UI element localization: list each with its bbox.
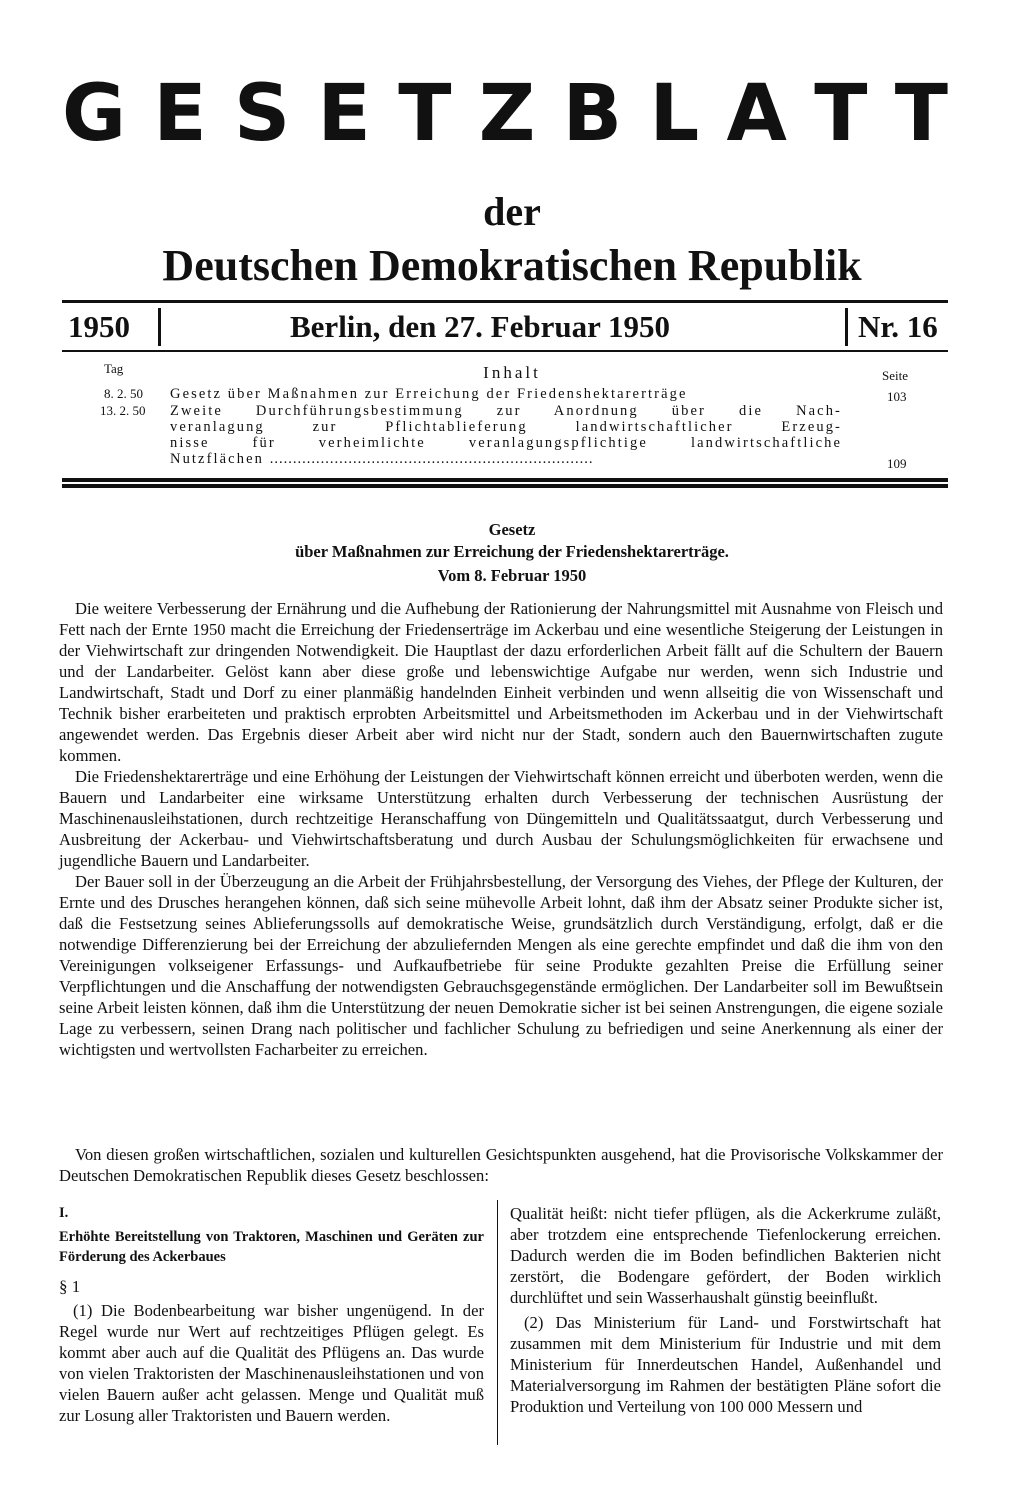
separator-rule [845, 308, 848, 346]
enactment-clause [59, 1144, 943, 1186]
separator-rule [158, 308, 161, 346]
top-rule [62, 300, 948, 303]
entry-title-line: veranlagung zur Pflichtablieferung landwirtschaftlicher Erzeug- [170, 419, 842, 435]
entry-page: 103 [887, 389, 907, 404]
issue-number: Nr. 16 [858, 309, 938, 344]
entry-date: 8. 2. 50 [104, 386, 143, 401]
entry-title-line: nisse für verheimlichte veranlagungspflichtige landwirtschaftliche [170, 435, 842, 451]
masthead-letter: T [894, 69, 948, 159]
entry-title-line: Zweite Durchführungsbestimmung zur Anordnung über die Nach- [170, 403, 842, 419]
contents-day-header: Tag [104, 361, 124, 376]
masthead-letter: A [726, 69, 787, 159]
contents-heading: Inhalt [483, 363, 541, 382]
preamble-paragraph: Die weitere Verbesserung der Ernährung und die Aufhebung der Rationierung der Nahrungsmittel mit Ausnahme von Fleisch und Fett nach der Ernte 1950 macht die Erreichung der Friedenserträge im Ackerbau und eine wesentliche Steigerung der Leistungen in der Viehwirtschaft zur dringenden Notwendigkeit. Die Hauptlast der dazu erforderlichen Arbeit fällt auf die Schultern der Bauern und der Landarbeiter. Gelöst kann aber diese große und lebenswichtige Aufgabe nur werden, wenn sich Industrie und Landwirtschaft, Stadt und Dorf zu einer planmäßig handelnden Einheit verbinden und wenn allseitig die von Wissenschaft und Technik bisher erarbeiteten und praktisch erprobten Arbeitsmittel und Arbeitsmethoden im Ackerbau und in der Viehwirtschaft angewendet werden. Das Ergebnis dieser Arbeit aber wird nicht nur der Stadt, sondern auch den Bauernwirtschaften zugute kommen. [59, 599, 943, 765]
enactment-text: Von diesen großen wirtschaftlichen, sozialen und kulturellen Gesichtspunkten ausgehend, hat die Provisorische Volkskammer der Deutschen Demokratischen Republik dieses Gesetz beschlossen: [59, 1145, 943, 1185]
law-heading: Gesetz [488, 520, 536, 539]
gazette-subtitle-der: der [483, 189, 541, 234]
column-divider [497, 1200, 498, 1445]
right-column [510, 1203, 941, 1417]
preamble-paragraph: Der Bauer soll in der Überzeugung an die Arbeit der Frühjahrsbestellung, der Versorgung des Viehes, der Pflege der Kulturen, der Ernte und des Drusches herangehen können, daß sich seine mühevolle Arbeit lohnt, daß ihm der Absatz seiner Produkte sicher ist, daß die Festsetzung seines Ablieferungssolls auf demokratische Weise, grundsätzlich durch Verständigung, erfolgt, daß er die notwendige Differenzierung bei der Erreichung der abzuliefernden Mengen als eine gerechte empfindet und daß die ihm von den Vereinigungen volkseigener Erfassungs- und Aufkaufbetriebe für seine Produkte gezahlten Preise die Erfüllung seiner Verpflichtungen und die Anschaffung der notwendigsten Gebrauchsgegenstände ermöglichen. Der Landarbeiter soll im Bewußtsein seine Arbeit leisten können, daß ihm die Unterstützung der neuen Demokratie sicher ist bei seinen Anstrengungen, die eigene soziale Lage zu verbessern, seinen Drang nach politischer und fachlicher Schulung zu befriedigen und seine Anerkennung als einer der wichtigsten und wertvollsten Facharbeiter zu erreichen. [59, 872, 943, 1059]
contents-page-header: Seite [882, 368, 908, 383]
entry-title-end: Nutzflächen [170, 451, 264, 467]
gazette-title [62, 66, 948, 162]
section-title: Erhöhte Bereitstellung von Traktoren, Maschinen und Geräten zur Förderung des Ackerbaues [59, 1229, 484, 1265]
section-number: I. [59, 1205, 69, 1221]
issue-year: 1950 [68, 309, 130, 344]
entry-title-line [170, 451, 842, 467]
masthead-letter: Z [478, 69, 536, 159]
left-column-text: (1) Die Bodenbearbeitung war bisher ungenügend. In der Regel wurde nur Wert auf rechtzeitiges Pflügen gelegt. Es kommt aber auch auf die Qualität des Pflügens an. Das wurde von vielen Traktoristen der Maschinenausleihstationen und von vielen Bauern außer acht gelassen. Menge und Qualität muß zur Losung aller Traktoristen und Bauern werden. [59, 1301, 484, 1425]
contents-bottom-rule [62, 478, 948, 482]
contents-bottom-rule [62, 484, 948, 488]
left-column [59, 1203, 484, 1426]
issue-place-date: Berlin, den 27. Februar 1950 [290, 309, 671, 344]
law-subheading: über Maßnahmen zur Erreichung der Friedenshektarerträge. [295, 542, 729, 561]
masthead-letter: T [398, 69, 452, 159]
separator-rule [62, 350, 948, 352]
law-date: Vom 8. Februar 1950 [437, 566, 587, 585]
masthead-letter: S [234, 69, 291, 159]
masthead-letter: T [814, 69, 868, 159]
masthead-letter: E [153, 69, 207, 159]
entry-title-line: Gesetz über Maßnahmen zur Erreichung der Friedenshektarerträge [170, 386, 688, 402]
masthead-letter: B [562, 69, 623, 159]
entry-page: 109 [887, 456, 907, 471]
masthead-letter: E [317, 69, 371, 159]
entry-date: 13. 2. 50 [100, 403, 146, 418]
right-column-text: Qualität heißt: nicht tiefer pflügen, als die Ackerkrume zuläßt, aber trotzdem eine entsprechende Tiefenlockerung erreichen. Dadurch werden die im Boden befindlichen Bakterien nicht zerstört, die Bodengare gefördert, der Boden wirklich durchlüftet und sein Wasserhaushalt günstig beeinflußt. [510, 1204, 941, 1307]
gazette-subtitle-republic: Deutschen Demokratischen Republik [162, 241, 862, 290]
dot-leader: ...................................................................... [269, 451, 594, 467]
right-column-text: (2) Das Ministerium für Land- und Forstwirtschaft hat zusammen mit dem Ministerium für Industrie und mit dem Ministerium für Innerdeutschen Handel, Außenhandel und Materialversorgung im Rahmen der bestätigten Pläne sofort die Produktion und Verteilung von 100 000 Messern und [510, 1313, 941, 1416]
preamble [59, 598, 943, 1060]
paragraph-sign: § 1 [59, 1277, 81, 1296]
masthead-letter: L [649, 69, 700, 159]
masthead-letter: G [62, 69, 127, 159]
preamble-paragraph: Die Friedenshektarerträge und eine Erhöhung der Leistungen der Viehwirtschaft können erreicht und überboten werden, wenn die Bauern und Landarbeiter eine wirksame Unterstützung erhalten durch Verbesserung der technischen Ausrüstung der Maschinenausleihstationen, durch rechtzeitige Heranschaffung von Düngemitteln und Qualitätssaatgut, durch Verbesserung und Ausbreitung der Ackerbau- und Viehwirtschaftsberatung und durch Ausbau der Schulungsmöglichkeiten für erwachsene und jugendliche Bauern und Landarbeiter. [59, 767, 943, 870]
